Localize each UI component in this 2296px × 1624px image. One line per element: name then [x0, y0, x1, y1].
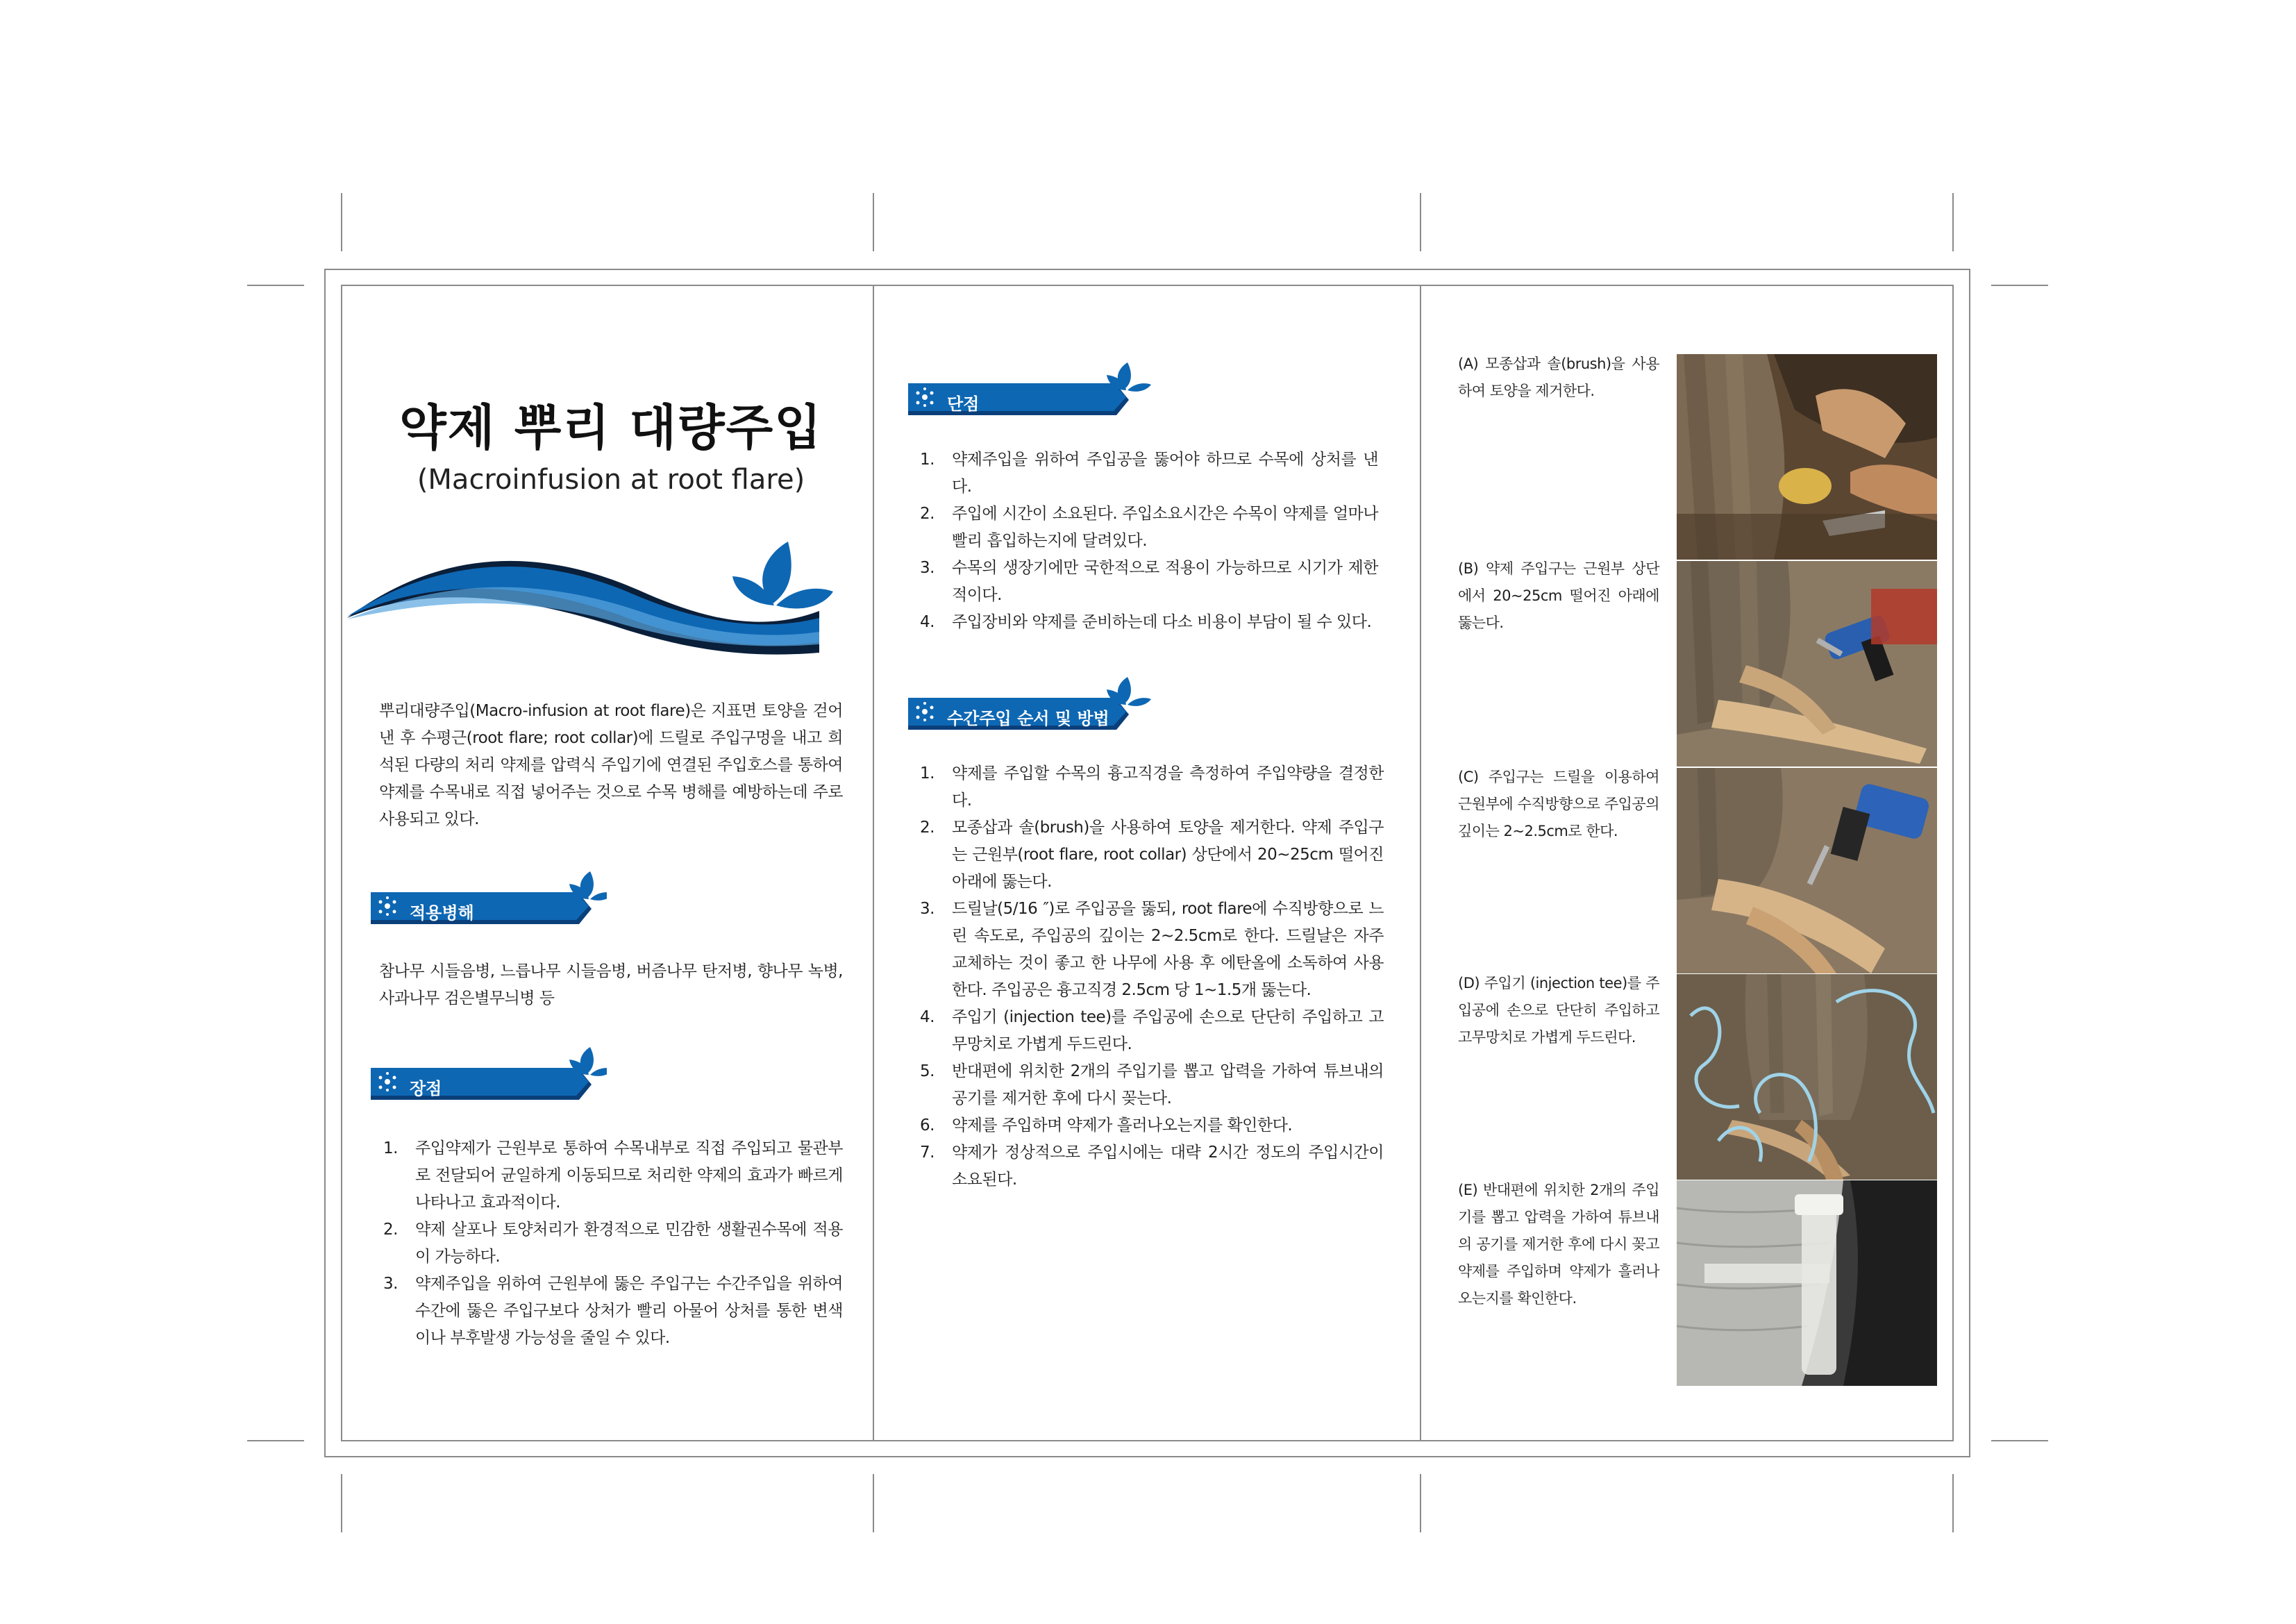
- list-item: 3. 드릴날(5/16 ″)로 주입공을 뚫되, root flare에 수직방향으로 느린 속도로, 주입공의 깊이는 2~2.5cm로 한다. 드릴날은 자주 교체하는 것이 좋고 한 나무에 사용 후 에탄올에 소독하여 사용한다. 주입공은 흉고직경 2.5cm 당 1~1.5개 뚫는다.: [920, 900, 1384, 999]
- list-item: 2. 약제 살포나 토양처리가 환경적으로 민감한 생활권수목에 적용이 가능하다.: [383, 1221, 843, 1266]
- swoosh-leaf-decoration: [347, 528, 861, 673]
- crop-mark: [873, 1474, 874, 1532]
- section-heading-disadvantages: [908, 362, 1158, 419]
- section-heading-diseases: [371, 871, 607, 928]
- list-item: 1. 약제를 주입할 수목의 흉고직경을 측정하여 주입약량을 결정한다.: [920, 764, 1384, 810]
- crop-mark: [247, 1440, 304, 1441]
- photo-caption-a: (A) 모종삽과 솔(brush)을 사용하여 토양을 제거한다.: [1458, 355, 1659, 399]
- section-heading-label: 장점: [410, 1079, 442, 1098]
- list-item: 4. 주입기 (injection tee)를 주입공에 손으로 단단히 주입하고 고무망치로 가볍게 두드린다.: [920, 1008, 1384, 1053]
- crop-mark: [873, 193, 874, 251]
- panel-divider: [1420, 285, 1421, 1441]
- list-item: 5. 반대편에 위치한 2개의 주입기를 뽑고 압력을 가하여 튜브내의 공기를 제거한 후에 다시 꽂는다.: [920, 1062, 1384, 1107]
- section-heading-procedure: [908, 677, 1165, 734]
- heading-banner-icon: [371, 871, 607, 928]
- section-heading-advantages: [371, 1047, 607, 1104]
- photo-a: [1677, 354, 1937, 560]
- list-item: 3. 수목의 생장기에만 국한적으로 적용이 가능하므로 시기가 제한적이다.: [920, 559, 1378, 604]
- crop-mark: [341, 1474, 342, 1532]
- heading-banner-icon: [371, 1047, 607, 1104]
- advantages-list: [383, 1135, 843, 1352]
- list-item: 7. 약제가 정상적으로 주입시에는 대략 2시간 정도의 주입시간이 소요된다.: [920, 1144, 1384, 1189]
- list-item: 1. 약제주입을 위하여 주입공을 뚫어야 하므로 수목에 상처를 낸다.: [920, 451, 1378, 496]
- list-item: 2. 모종삽과 솔(brush)을 사용하여 토양을 제거한다. 약제 주입구는 근원부(root flare, root collar) 상단에서 20~25cm 떨어진 아래에 뚫는다.: [920, 819, 1384, 891]
- crop-mark: [1420, 193, 1421, 251]
- section-heading-label: 수간주입 순서 및 방법: [947, 709, 1109, 728]
- crop-mark: [1952, 193, 1954, 251]
- list-item: 1. 주입약제가 근원부로 통하여 수목내부로 직접 주입되고 물관부로 전달되어 균일하게 이동되므로 처리한 약제의 효과가 빠르게 나타나고 효과적이다.: [383, 1139, 843, 1212]
- photo-caption-e: (E) 반대편에 위치한 2개의 주입기를 뽑고 압력을 가하여 튜브내의 공기를 제거한 후에 다시 꽂고 약제를 주입하며 약제가 흘러나오는지를 확인한다.: [1458, 1182, 1659, 1307]
- photo-caption-c: (C) 주입구는 드릴을 이용하여 근원부에 수직방향으로 주입공의 깊이는 2~2.5cm로 한다.: [1458, 769, 1659, 839]
- section-heading-label: 단점: [947, 394, 980, 414]
- crop-mark: [1952, 1474, 1954, 1532]
- crop-mark: [1991, 1440, 2048, 1441]
- crop-mark: [1420, 1474, 1421, 1532]
- list-item: 6. 약제를 주입하며 약제가 흘러나오는지를 확인한다.: [920, 1116, 1293, 1135]
- disadvantages-list: [920, 446, 1378, 636]
- crop-mark: [247, 285, 304, 286]
- photo-e: [1677, 1180, 1937, 1386]
- photo-c: [1677, 768, 1937, 973]
- diseases-text: 참나무 시들음병, 느릅나무 시들음병, 버즘나무 탄저병, 향나무 녹병, 사과나무 검은별무늬병 등: [379, 962, 843, 1007]
- photo-caption-d: (D) 주입기 (injection tee)를 주입공에 손으로 단단히 주입하고 고무망치로 가볍게 두드린다.: [1458, 975, 1659, 1046]
- crop-mark: [1991, 285, 2048, 286]
- photo-d: [1677, 974, 1937, 1180]
- crop-mark: [341, 193, 342, 251]
- list-item: 2. 주입에 시간이 소요된다. 주입소요시간은 수목이 약제를 얼마나 빨리 흡입하는지에 달려있다.: [920, 505, 1378, 550]
- page-subtitle: (Macroinfusion at root flare): [417, 464, 805, 496]
- procedure-list: [920, 760, 1384, 1194]
- list-item: 3. 약제주입을 위하여 근원부에 뚫은 주입구는 수간주입을 위하여 수간에 뚫은 주입구보다 상처가 빨리 아물어 상처를 통한 변색이나 부후발생 가능성을 줄일 수 있다.: [383, 1275, 843, 1347]
- heading-banner-icon: [908, 362, 1158, 419]
- page-title: 약제 뿌리 대량주입: [399, 399, 823, 456]
- intro-paragraph: 뿌리대량주입(Macro-infusion at root flare)은 지표면 토양을 걷어낸 후 수평근(root flare; root collar)에 드릴로 주입구멍을 내고 희석된 다량의 처리 약제를 압력식 주입기에 연결된 주입호스를 통하여 약제를 수목내로 직접 넣어주는 것으로 수목 병해를 예방하는데 주로 사용되고 있다.: [379, 702, 843, 828]
- section-heading-label: 적용병해: [410, 903, 474, 923]
- list-item: 4. 주입장비와 약제를 준비하는데 다소 비용이 부담이 될 수 있다.: [920, 613, 1372, 631]
- photo-caption-b: (B) 약제 주입구는 근원부 상단에서 20~25cm 떨어진 아래에 뚫는다.: [1458, 560, 1659, 631]
- photo-b: [1677, 561, 1937, 767]
